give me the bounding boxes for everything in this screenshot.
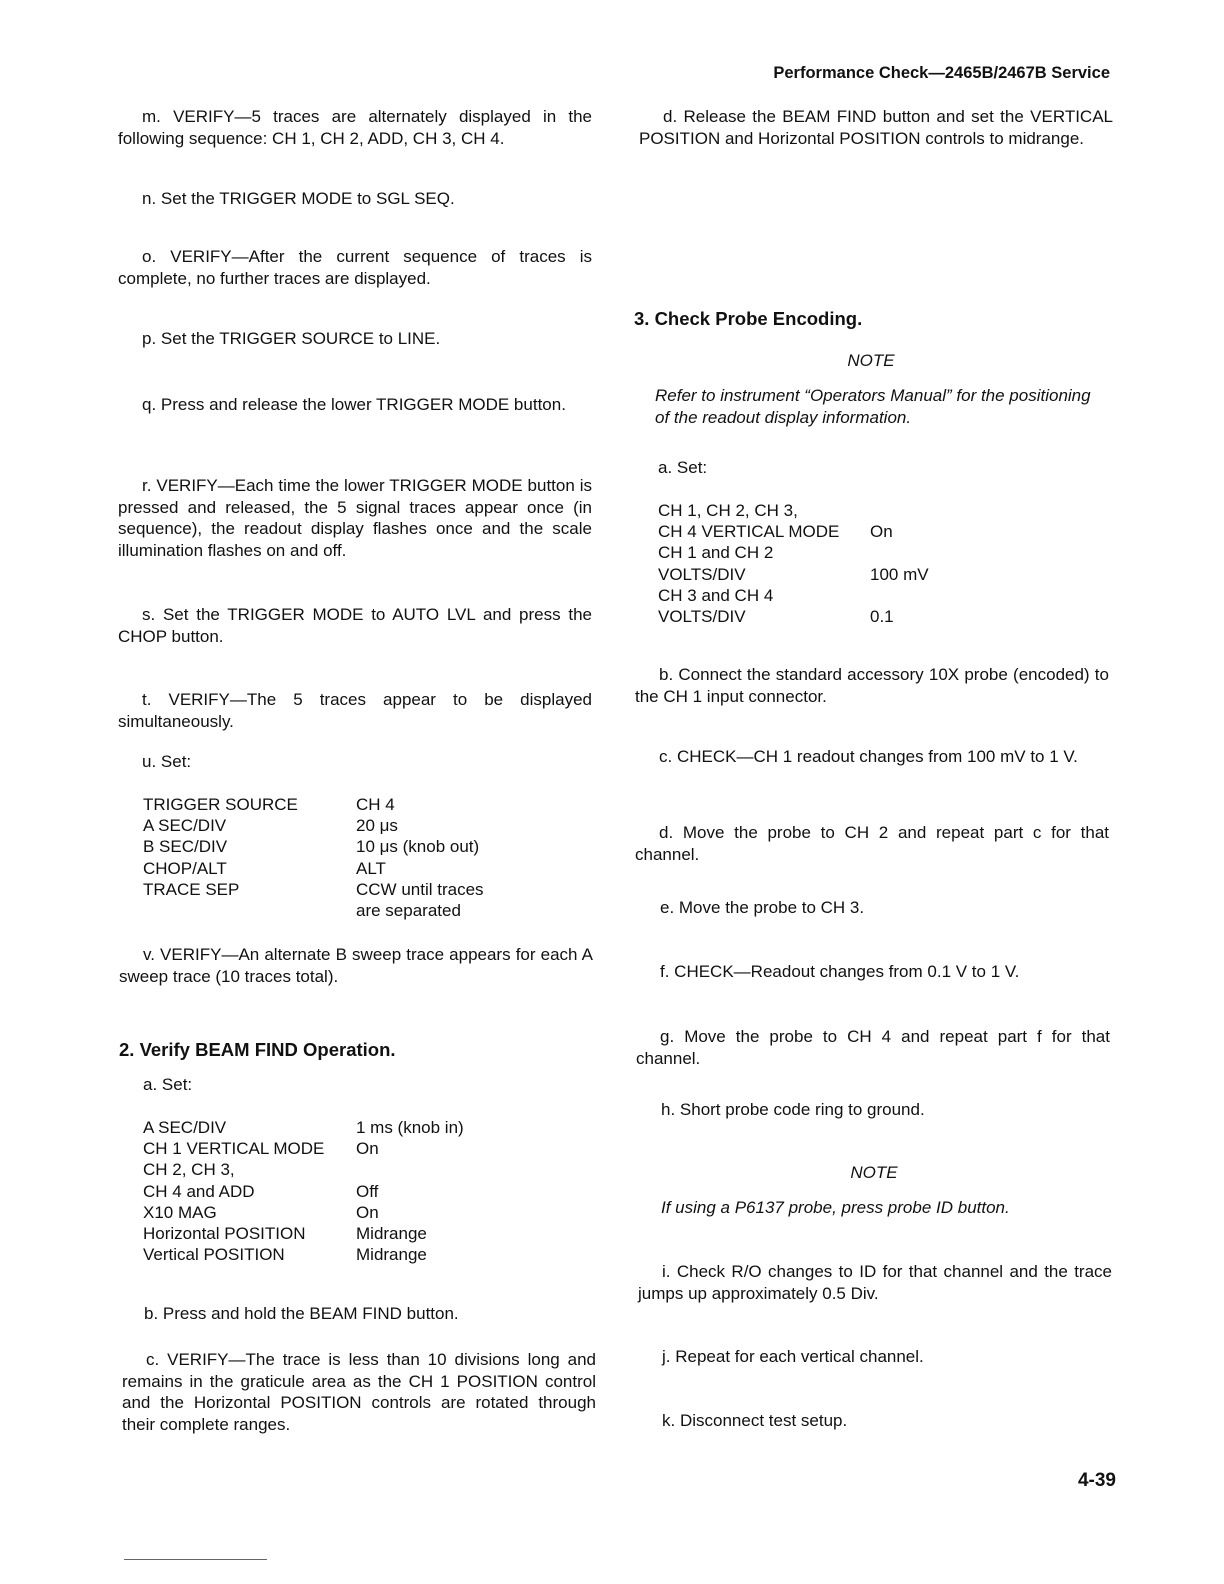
step-m: m. VERIFY—5 traces are alternately displayed in the following sequence: CH 1, CH 2, ADD, CH 3, CH 4. <box>118 107 592 148</box>
table-row: X10 MAG On <box>143 1202 379 1222</box>
table-row: CH 4 and ADD Off <box>143 1181 379 1201</box>
table-row: B SEC/DIV 10 μs (knob out) <box>143 837 480 857</box>
table-row: CH 1 VERTICAL MODE On <box>143 1139 379 1159</box>
step-r: r. VERIFY—Each time the lower TRIGGER MODE button is pressed and released, the 5 signal traces appear once (in sequence), the readout display flashes once and the scale illumination flashes on and off. <box>118 476 592 560</box>
note-2-body: If using a P6137 probe, press probe ID button. <box>661 1198 1010 1217</box>
note-1-title: NOTE <box>847 351 895 370</box>
s2-step-b: b. Press and hold the BEAM FIND button. <box>144 1304 459 1323</box>
table-row: TRACE SEP CCW until traces <box>143 879 484 899</box>
section-2-title: 2. Verify BEAM FIND Operation. <box>119 1039 396 1060</box>
footer-rule <box>124 1559 267 1560</box>
table-row: CH 3 and CH 4 <box>658 585 774 605</box>
s2-step-c: c. VERIFY—The trace is less than 10 divisions long and remains in the graticule area as the CH 1 POSITION control and the Horizontal POSITION controls are rotated through their complete ranges. <box>122 1350 596 1434</box>
table-row: CH 2, CH 3, <box>143 1160 235 1180</box>
table-row: Horizontal POSITION Midrange <box>143 1224 427 1244</box>
s2-step-a: a. Set: <box>143 1075 193 1094</box>
s3-step-h: h. Short probe code ring to ground. <box>661 1100 925 1119</box>
step-s: s. Set the TRIGGER MODE to AUTO LVL and press the CHOP button. <box>118 605 592 646</box>
step-o: o. VERIFY—After the current sequence of traces is complete, no further traces are displayed. <box>118 247 592 288</box>
page-number: 4-39 <box>1077 1470 1116 1491</box>
s3-step-i: i. Check R/O changes to ID for that channel and the trace jumps up approximately 0.5 Div. <box>638 1262 1112 1303</box>
table-row: CH 4 VERTICAL MODE On <box>658 522 893 542</box>
s3-step-a: a. Set: <box>658 458 708 477</box>
s3-step-e: e. Move the probe to CH 3. <box>660 898 865 917</box>
step-n: n. Set the TRIGGER MODE to SGL SEQ. <box>142 189 455 208</box>
beam-find-settings-table <box>143 1117 464 1265</box>
s3-step-f: f. CHECK—Readout changes from 0.1 V to 1 V. <box>660 962 1020 981</box>
table-row: TRIGGER SOURCE CH 4 <box>143 795 395 814</box>
table-row: CH 1, CH 2, CH 3, <box>658 501 798 520</box>
step-q: q. Press and release the lower TRIGGER MODE button. <box>142 395 566 414</box>
step-u: u. Set: <box>142 752 192 771</box>
step-p: p. Set the TRIGGER SOURCE to LINE. <box>142 329 441 348</box>
s3-step-g: g. Move the probe to CH 4 and repeat part f for that channel. <box>636 1027 1110 1068</box>
table-row: A SEC/DIV 1 ms (knob in) <box>143 1118 464 1137</box>
s3-step-c: c. CHECK—CH 1 readout changes from 100 mV to 1 V. <box>659 747 1078 766</box>
running-header: Performance Check—2465B/2467B Service <box>773 64 1110 82</box>
probe-settings-table <box>658 500 929 627</box>
table-row: CHOP/ALT ALT <box>143 858 386 878</box>
s3-step-d: d. Move the probe to CH 2 and repeat part c for that channel. <box>635 823 1109 864</box>
note-2-title: NOTE <box>850 1163 898 1182</box>
s3-step-j: j. Repeat for each vertical channel. <box>662 1347 924 1366</box>
u-settings-table <box>143 794 484 921</box>
step-d-release: d. Release the BEAM FIND button and set the VERTICAL POSITION and Horizontal POSITION controls to midrange. <box>639 107 1113 148</box>
step-t: t. VERIFY—The 5 traces appear to be displayed simultaneously. <box>118 690 592 731</box>
section-3-title: 3. Check Probe Encoding. <box>634 308 863 329</box>
table-row: A SEC/DIV 20 μs <box>143 816 398 836</box>
table-row: VOLTS/DIV 0.1 <box>658 607 894 627</box>
note-1-body: Refer to instrument “Operators Manual” for the positioning of the readout display information. <box>655 386 1091 427</box>
table-row: are separated <box>356 901 461 921</box>
table-row: Vertical POSITION Midrange <box>143 1245 427 1265</box>
table-row: VOLTS/DIV 100 mV <box>658 564 929 584</box>
s3-step-b: b. Connect the standard accessory 10X probe (encoded) to the CH 1 input connector. <box>635 665 1109 706</box>
table-row: CH 1 and CH 2 <box>658 543 774 563</box>
s3-step-k: k. Disconnect test setup. <box>662 1411 848 1430</box>
step-v: v. VERIFY—An alternate B sweep trace appears for each A sweep trace (10 traces total). <box>119 945 593 986</box>
